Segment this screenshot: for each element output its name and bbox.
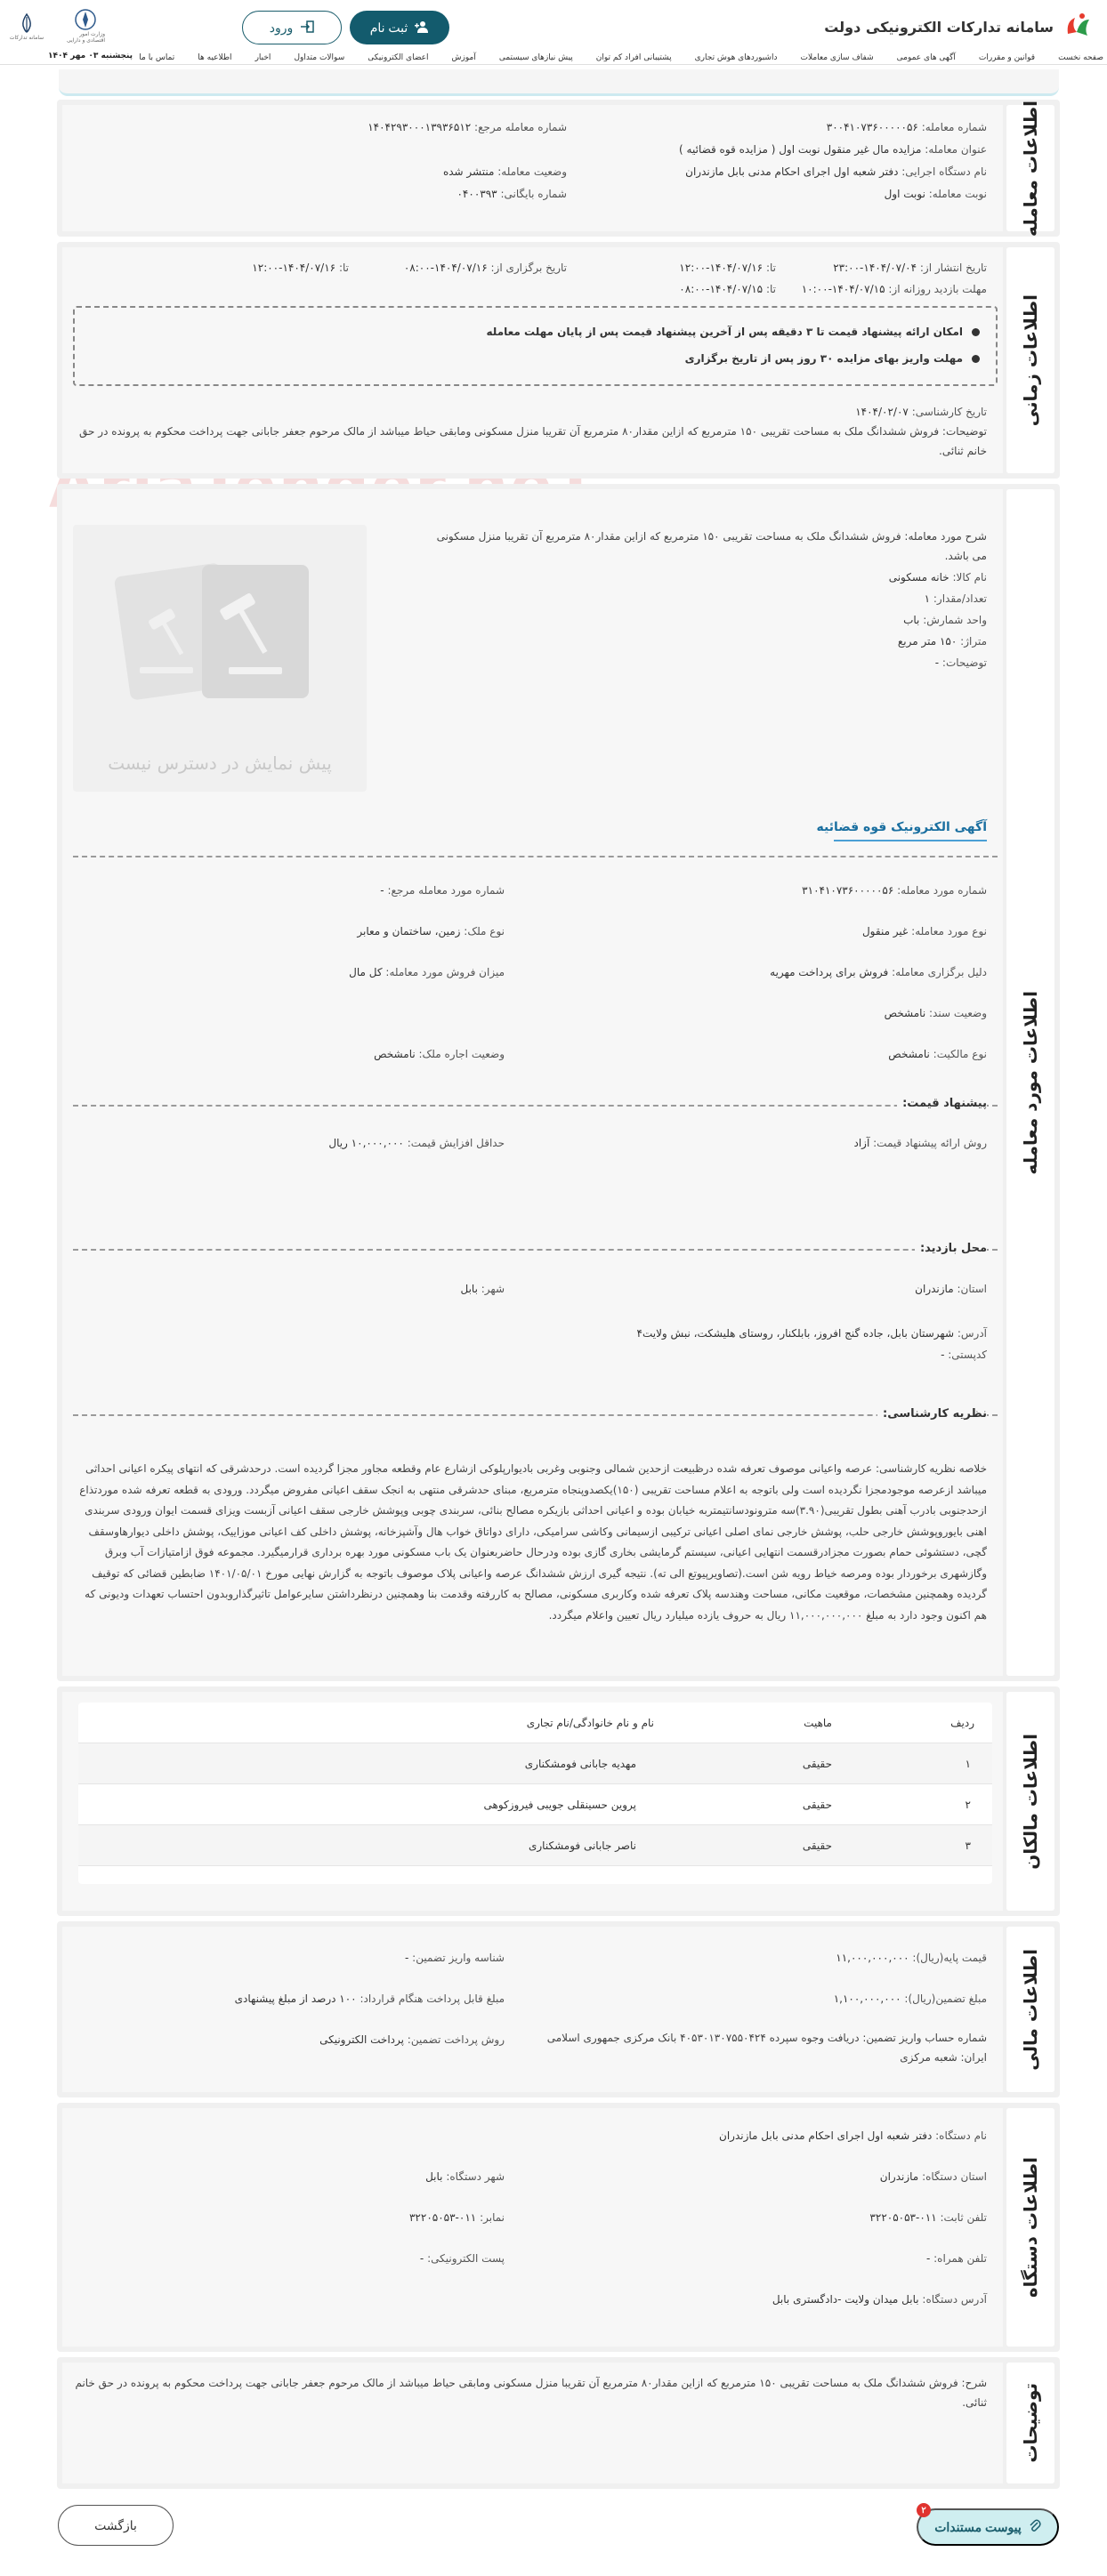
doc-status: وضعیت سند: نامشخص <box>884 1007 987 1019</box>
notes-text: شرح: فروش ششدانگ ملک به مساحت تقریبی ۱۵۰ مترمربع که ازاین مقدار۸۰ مترمربع آن تقریبا منزل مسکونی ومابقی حیاط میباشد از مالک مرحوم جعفر جابانی جهت پرداخت محکوم به پرونده در حق خانم ثنائی. <box>75 2377 987 2409</box>
transaction-number: شماره معامله: ۳۰۰۴۱۰۷۳۶۰۰۰۰۰۵۶ <box>826 121 987 133</box>
min-increment: حداقل افزایش قیمت: ۱۰,۰۰۰,۰۰۰ ریال <box>328 1137 505 1149</box>
agency-province: استان دستگاه: مازندران <box>879 2170 987 2183</box>
nav-requirements[interactable]: پیش نیازهای سیستمی <box>498 53 573 62</box>
owner-name: پروین حسینقلی جویبی فیروزکوهی <box>483 1799 636 1811</box>
nav-accessibility[interactable]: پشتیبانی افراد کم توان <box>595 53 672 62</box>
iran-emblem-icon <box>7 7 46 44</box>
nav-faq[interactable]: سوالات متداول <box>294 53 345 62</box>
visit-province: استان: مازندران <box>915 1283 987 1295</box>
section-notes-header <box>1006 2363 1054 2483</box>
section-title: اطلاعات مالی <box>1020 1948 1041 2071</box>
sale-amount: میزان فروش مورد معامله: کل مال <box>349 966 505 978</box>
transaction-subject: عنوان معامله: مزایده مال غیر منقول نوبت اول ( مزایده قوه قضائیه ) <box>679 143 987 156</box>
section-item-body <box>62 489 1003 1676</box>
section-timing-header <box>1006 247 1054 473</box>
owner-name: ناصر جابانی فومشکناری <box>528 1839 636 1852</box>
section-title: اطلاعات زمانی <box>1020 294 1041 427</box>
item-description: شرح مورد معامله: فروش ششدانگ ملک به مساحت تقریبی ۱۵۰ مترمربع که ازاین مقدار۸۰ مترمربع آن تقریبا منزل مسکونی می باشد. <box>436 530 987 562</box>
section-agency-header <box>1006 2108 1054 2347</box>
guarantee-account: شماره حساب واریز تضمین: دریافت وجوه سپرده ۴۰۵۳۰۱۳۰۷۵۵۰۴۲۴ بانک مرکزی جمهوری اسلامی ایران: شعبه مرکزی <box>546 2032 987 2064</box>
ad-title-underline <box>834 840 987 841</box>
deposit-id: شناسه واریز تضمین: - <box>405 1952 505 1964</box>
section-item <box>57 484 1060 1681</box>
owner-type: حقیقی <box>802 1799 832 1811</box>
notice-bullet-2: مهلت واریز بهای مزایده ۳۰ روز پس از تاریخ برگزاری <box>685 352 980 365</box>
section-finance-body <box>62 1927 1003 2092</box>
section-agency-body <box>62 2108 1003 2347</box>
bid-heading: پیشنهاد قیمت: <box>897 1097 987 1110</box>
owner-type: حقیقی <box>802 1839 832 1852</box>
visit-postal: کدپستی: - <box>941 1348 987 1361</box>
item-type: نوع مورد معامله: غیر منقول <box>861 925 987 938</box>
register-button[interactable] <box>350 11 449 44</box>
back-button[interactable]: بازگشت <box>58 2505 174 2546</box>
agency-phone: تلفن ثابت: ۰۱۱-۳۲۲۰۵۰۵۳ <box>869 2211 987 2224</box>
section-title: اطلاعات مالکان <box>1020 1733 1041 1870</box>
section-notes <box>57 2357 1060 2489</box>
header-name: نام و نام خانوادگی/نام تجاری <box>526 1717 654 1729</box>
ministry-logo-text: وزارت امور اقتصادی و دارایی <box>66 31 105 44</box>
attachments-count-badge: ۲ <box>917 2503 931 2517</box>
divider <box>73 1105 998 1107</box>
timing-description: توضیحات: فروش ششدانگ ملک به مساحت تقریبی ۱۵۰ مترمربع که ازاین مقدار۸۰ مترمربع آن تقریبا منزل مسکونی ومابقی حیاط میباشد از مالک مرحوم جعفر جابانی جهت پرداخت محکوم به پرونده در حق خانم ثنائی. <box>79 425 987 457</box>
transaction-executor: نام دستگاه اجرایی: دفتر شعبه اول اجرای احکام مدنی بابل مازندران <box>685 165 987 178</box>
agency-email: پست الکترونیکی: - <box>419 2252 505 2265</box>
hold-to: تا: ۱۴۰۴/۰۷/۱۶-۱۲:۰۰ <box>252 262 349 274</box>
expert-heading: نظریه کارشناسی: <box>877 1407 987 1421</box>
nav-transparency[interactable]: شفاف سازی معاملات <box>800 53 874 62</box>
owner-row-no: ۳ <box>965 1839 971 1852</box>
ownership-type: نوع مالکیت: نامشخص <box>888 1048 987 1060</box>
section-notes-body <box>62 2363 1003 2483</box>
nav-bi-dashboards[interactable]: داشبوردهای هوش تجاری <box>694 53 778 62</box>
section-transaction-body <box>62 105 1003 231</box>
section-item-header <box>1006 489 1054 1676</box>
item-goods: نام کالا: خانه مسکونی <box>888 571 987 584</box>
ad-title[interactable]: آگهی الکترونیک قوه قضائیه <box>816 820 987 834</box>
section-owners-header <box>1006 1692 1054 1911</box>
transaction-ref: شماره معامله مرجع: ۱۴۰۴۲۹۳۰۰۰۱۳۹۳۶۵۱۲ <box>368 121 567 133</box>
section-title: اطلاعات دستگاه <box>1020 2156 1041 2298</box>
notice-box <box>73 306 998 386</box>
nav-contact[interactable]: تماس با ما <box>139 53 175 62</box>
brand[interactable] <box>824 9 1096 44</box>
transaction-archive: شماره بایگانی: ۰۴۰۰۳۹۳ <box>457 188 567 200</box>
transaction-round: نوبت معامله: نوبت اول <box>884 188 987 200</box>
agency-city: شهر دستگاه: بابل <box>425 2170 505 2183</box>
setad-logo-icon <box>1061 9 1096 44</box>
attachments-button[interactable] <box>917 2505 1059 2546</box>
item-notes: توضیحات: - <box>934 656 987 669</box>
gov-logos <box>7 7 105 44</box>
agency-name: نام دستگاه: دفتر شعبه اول اجرای احکام مدنی بابل مازندران <box>719 2129 987 2142</box>
user-add-icon <box>415 20 429 36</box>
hold-reason: دلیل برگزاری معامله: فروش برای پرداخت مهریه <box>770 966 987 978</box>
nav-news[interactable]: اخبار <box>255 53 271 62</box>
section-owners <box>57 1686 1060 1916</box>
section-owners-body <box>62 1692 1003 1911</box>
agency-mobile: تلفن همراه: - <box>925 2252 987 2265</box>
divider <box>73 856 998 857</box>
nav-announcements[interactable]: اطلاعیه ها <box>198 53 232 62</box>
lease-status: وضعیت اجاره ملک: نامشخص <box>374 1048 505 1060</box>
login-icon <box>300 20 314 36</box>
setad-logo-text: سامانه تدارکات <box>9 34 44 41</box>
expert-opinion-text: خلاصه نظریه کارشناسی: عرصه واعیانی موصوف تعرفه شده درظبیعت ازحدین شمالی وجنوبی وغربی بادیوارپلوکی ازشارع عام وقطعه مجاور مجزا گردیده است. درحدشرقی که انتهای پیکره اعیانی احداثی میباشد ازعرصه موجودمجزا نگردیده است ولی باتوجه به اعلام مساحت تقریبی (۱۵۰)یکصدوپنجاه مترمربع، مبنای حدشرقی منتهی به انجک سقف اعیانی مفروض میگردد. ورودی به قطعه تعرفه شده موردتذاع ازحدجنوبی بادرب آهنی بطول تقریبی(۳.۹۰)سه مترونودسانتیمتربه خیابان بوده و اعیانی احداثی بازیکره مصالح بنائی، سربندی چوبی وپوشش خارجی سقف اعیانی آزبست ویزای قسمت ایوان ورودی سربندی اهنی بایوروپوشش خارجی حلب، پوشش خارجی نمای اصلی اعیانی ترکیبی ازسیمانی وکاشی سرامیکی، دارای دواتاق خواب هال وآشپزخانه، پوشش داخلی کف اعیانی موزاییک، پوشش داخلی دیوارهاوسقف گچی، دستشوئی حمام بصورت مجزادرقسمت انتهایی اعیانی، سیستم گرمایشی بخاری گازی بوده ودرحال حاضربعنوان یک باب مسکونی مورد بهره برداری قرارمیگیرد. مجموعه فوق ازامتیازات آب وبرق وگازشهری برخوردار بوده ومرصه خیاط رویه شن است.(تصاویرپیوتع الی ته). نتیجه گیری ارزش ششدانگ عرصه واعیانی پلاک موصوف باتوجه به گزارش نهایی مورخ ۱۴۰۱/۰۵/۰۱ ضابطین قضائی که توقیف گردیده وهمچنین مشخصات، موقعیت مکانی، مساحت وهندسه پلاک تعرفه شده وکاربری مسکونی، مصالح به کاررفته وقدمت بنا وهمچنین درنظرداشتن سایرعوامل تاثیرگذاروبدون احتساب تعهدات ودیونی که هم اکنون وجود دارد به مبلغ ۱۱,۰۰۰,۰۰۰,۰۰۰ ریال به حروف یازده میلیارد ریال تعیین واعلام میگردد. <box>79 1462 987 1622</box>
register-label: ثبت نام <box>369 20 408 35</box>
agency-address: آدرس دستگاه: بابل میدان ولایت -دادگستری بابل <box>772 2293 987 2306</box>
publish-to: تا: ۱۴۰۴/۰۷/۱۶-۱۲:۰۰ <box>679 262 776 274</box>
visit-from: مهلت بازدید روزانه از: ۱۴۰۴/۰۷/۱۵-۱۰:۰۰ <box>801 283 987 295</box>
guarantee-amount: مبلغ تضمین(ریال): ۱,۱۰۰,۰۰۰,۰۰۰ <box>833 1992 987 2005</box>
brand-title: سامانه تدارکات الکترونیکی دولت <box>824 18 1054 36</box>
owner-name: مهدیه جابانی فومشکناری <box>524 1758 636 1770</box>
attachments-label: پیوست مستندات <box>934 2519 1022 2534</box>
bid-method: روش ارائه پیشنهاد قیمت: آزاد <box>853 1137 987 1149</box>
header-type: ماهیت <box>804 1717 832 1729</box>
main-nav <box>0 52 1107 65</box>
ministry-logo-icon <box>66 7 105 44</box>
nav-e-members[interactable]: اعضای الکترونیکی <box>368 53 429 62</box>
item-ref-number: شماره مورد معامله مرجع: - <box>380 884 505 897</box>
visit-address: آدرس: شهرستان بابل، جاده گنج افروز، بابلکنار، روستای هلیشکت، نبش ولایت۴ <box>636 1327 987 1340</box>
item-qty: تعداد/مقدار: ۱ <box>924 592 987 605</box>
item-image-placeholder <box>73 525 367 792</box>
item-unit: واحد شمارش: باب <box>903 614 987 626</box>
header-row-no: ردیف <box>950 1717 974 1729</box>
auction-gavel-icon <box>104 551 335 720</box>
table-row <box>78 1784 992 1825</box>
transaction-status: وضعیت معامله: منتشر شده <box>442 165 567 178</box>
expert-date: تاریخ کارشناسی: ۱۴۰۴/۰۲/۰۷ <box>855 406 987 418</box>
nav-public-ads[interactable]: آگهی های عمومی <box>896 53 956 62</box>
owner-type: حقیقی <box>802 1758 832 1770</box>
section-transaction-header <box>1006 100 1054 237</box>
nav-laws[interactable]: قوانین و مقررات <box>978 53 1036 62</box>
base-price: قیمت پایه(ریال): ۱۱,۰۰۰,۰۰۰,۰۰۰ <box>836 1952 987 1964</box>
publish-from: تاریخ انتشار از: ۱۴۰۴/۰۷/۰۴-۲۳:۰۰ <box>833 262 987 274</box>
current-date: پنجشنبه ۰۳ مهر ۱۴۰۴ <box>48 52 133 60</box>
hold-from: تاریخ برگزاری از: ۱۴۰۴/۰۷/۱۶-۰۸:۰۰ <box>403 262 567 274</box>
section-transaction <box>57 100 1060 237</box>
owners-table <box>78 1703 992 1884</box>
property-type: نوع ملک: زمین، ساختمان و معابر <box>357 925 505 938</box>
owners-table-header <box>78 1703 992 1743</box>
nav-home[interactable]: صفحه نخست <box>1058 53 1103 62</box>
divider <box>73 1414 998 1416</box>
section-timing-body <box>62 247 1003 473</box>
item-number: شماره مورد معامله: ۳۱۰۴۱۰۷۳۶۰۰۰۰۰۵۶ <box>802 884 987 897</box>
visit-to: تا: ۱۴۰۴/۰۷/۱۵-۰۸:۰۰ <box>679 283 776 295</box>
placeholder-text: پیش نمایش در دسترس نیست <box>108 753 332 774</box>
section-agency <box>57 2103 1060 2352</box>
section-title: توضیحات <box>1020 2383 1041 2463</box>
visit-city: شهر: بابل <box>460 1283 505 1295</box>
divider <box>73 1249 998 1251</box>
table-row <box>78 1825 992 1866</box>
login-label: ورود <box>269 20 294 35</box>
login-button[interactable] <box>242 11 342 44</box>
top-strip <box>59 69 1059 96</box>
section-title: اطلاعات مورد معامله <box>1020 990 1041 1175</box>
section-title: اطلاعات معامله <box>1020 100 1041 237</box>
section-finance <box>57 1921 1060 2097</box>
owner-row-no: ۱ <box>965 1758 971 1770</box>
table-row <box>78 1743 992 1784</box>
nav-training[interactable]: آموزش <box>451 53 476 62</box>
guarantee-pay-method: روش پرداخت تضمین: پرداخت الکترونیکی <box>319 2033 505 2046</box>
agency-fax: نمابر: ۰۱۱-۳۲۲۰۵۰۵۳ <box>408 2211 505 2224</box>
site-header <box>0 0 1107 62</box>
notice-bullet-1: امکان ارائه پیشنهاد قیمت تا ۳ دقیقه پس از آخرین پیشنهاد قیمت پس از پایان مهلت معامله <box>487 326 980 338</box>
section-finance-header <box>1006 1927 1054 2092</box>
contract-payment: مبلغ قابل پرداخت هنگام قرارداد: ۱۰۰ درصد از مبلغ پیشنهادی <box>234 1992 505 2005</box>
visit-heading: محل بازدید: <box>915 1242 987 1255</box>
paperclip-icon <box>1029 2519 1041 2536</box>
section-timing <box>57 242 1060 479</box>
item-area: متراژ: ۱۵۰ متر مربع <box>897 635 987 648</box>
owner-row-no: ۲ <box>965 1799 971 1811</box>
